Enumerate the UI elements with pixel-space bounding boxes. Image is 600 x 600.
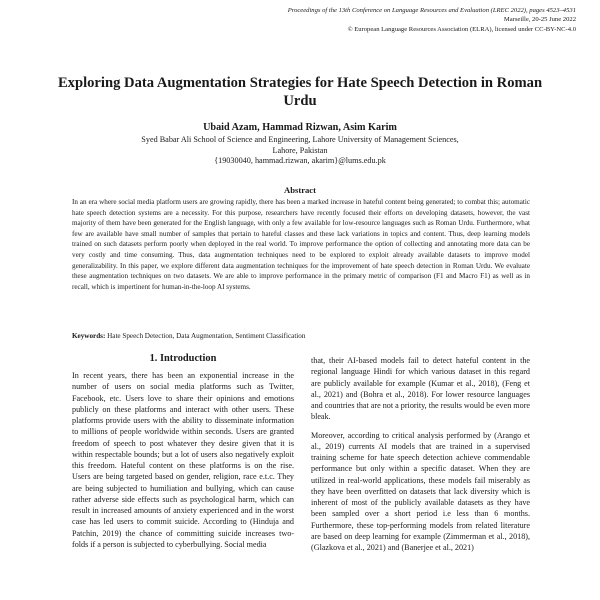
header-location-line: Marseille, 20-25 June 2022	[503, 16, 576, 24]
header-license-line: © European Language Resources Association (ELRA), licensed under CC-BY-NC-4.0	[347, 25, 576, 33]
author-list: Ubaid Azam, Hammad Rizwan, Asim Karim	[203, 122, 397, 133]
author-emails: {19030040, hammad.rizwan, akarim}@lums.edu.pk	[214, 156, 386, 166]
intro-paragraph: Moreover, according to critical analysis performed by (Arango et al., 2019) currents AI models that are trained in a supervised training scheme for hate speech detection achieve commendable performance but only within a specific dataset. When they are utilized in real-world applications, these models fail miserably as they have been overfitted on datasets that lack diversity which is inherent of most of the publicly available datasets as they have been sampled over a short period i.e less than 6 months. Furthermore, these top-performing models from related literature are based on deep learning for example (Zimmerman et al., 2018), (Glazkova et al., 2021) and (Banerjee et al., 2021)	[311, 430, 530, 552]
affiliation-block	[60, 135, 540, 167]
intro-paragraph: In recent years, there has been an exponential increase in the number of users on social media platforms such as Twitter, Facebook, etc. Users love to share their opinions and emotions publicly on these platforms and interact with other users. These platforms provide users with the ability to disseminate information to millions of people worldwide within seconds. Users are granted freedom of speech to post whatever they desire given that it is within respectable bounds; but a lot of users also negatively exploit this freedom. Hateful content on these platforms is on the rise. Users are being targeted based on gender, religion, race e.t.c. They are being subjected to humiliation and bullying, which can cause rather adverse side effects such as psychological harm, which can result in increased amounts of anxiety experienced and in the worst case has led users to commit suicide. According to (Hinduja and Patchin, 2019) the chance of committing suicide increases two-folds if a person is subjected to cyberbullying. Social media	[72, 371, 294, 549]
left-column	[72, 370, 294, 600]
affiliation-city: Lahore, Pakistan	[272, 145, 328, 155]
abstract-text: In an era where social media platform users are growing rapidly, there has been a marked increase in hateful content being generated; to combat this; automatic hate speech detection systems are a necessity. For this purpose, researchers have recently focused their efforts on developing datasets, however, the vast majority of them have been generated for the English language, with only a few available for low-resource languages such as Roman Urdu. Furthermore, what few are available have small number of samples that pertain to hateful classes and these lack variations in topics and content. Thus, deep learning models trained on such datasets perform poorly when deployed in the real world. To improve performance the option of collecting and annotating more data can be very costly and time consuming. Thus, data augmentation techniques need to be explored to exploit already available datasets to improve model generalizability. In this paper, we explore different data augmentation techniques for the improvement of hate speech detection in Roman Urdu. We evaluate these augmentation techniques on two datasets. We are able to improve performance in the primary metric of comparison (F1 and Macro F1) as well as in recall, which is impertinent for human-in-the-loop AI systems.	[72, 198, 530, 291]
keywords-text: Hate Speech Detection, Data Augmentation, Sentiment Classification	[107, 332, 306, 340]
affiliation-line: Syed Babar Ali School of Science and Engineering, Lahore University of Management Sciences,	[141, 135, 459, 144]
paper-title: Exploring Data Augmentation Strategies for Hate Speech Detection in Roman Urdu	[57, 75, 543, 109]
proceedings-header	[156, 6, 576, 34]
right-column	[311, 355, 530, 600]
keywords-label: Keywords:	[72, 332, 106, 340]
header-proceedings-line: Proceedings of the 13th Conference on Language Resources and Evaluation (LREC 2022), pages 4523–4531	[287, 7, 576, 14]
abstract-heading: Abstract	[284, 185, 316, 195]
keywords-line	[72, 331, 530, 341]
intro-paragraph: that, their AI-based models fail to detect hateful content in the regional language Hindi for which various dataset in this regard are publicly available for example (Kumar et al., 2018), (Feng et al., 2021) and (Bohra et al., 2018). For lower resource languages and countries that are not a priority, the results would be even more bleak.	[311, 356, 530, 422]
introduction-heading: 1. Introduction	[149, 353, 217, 364]
